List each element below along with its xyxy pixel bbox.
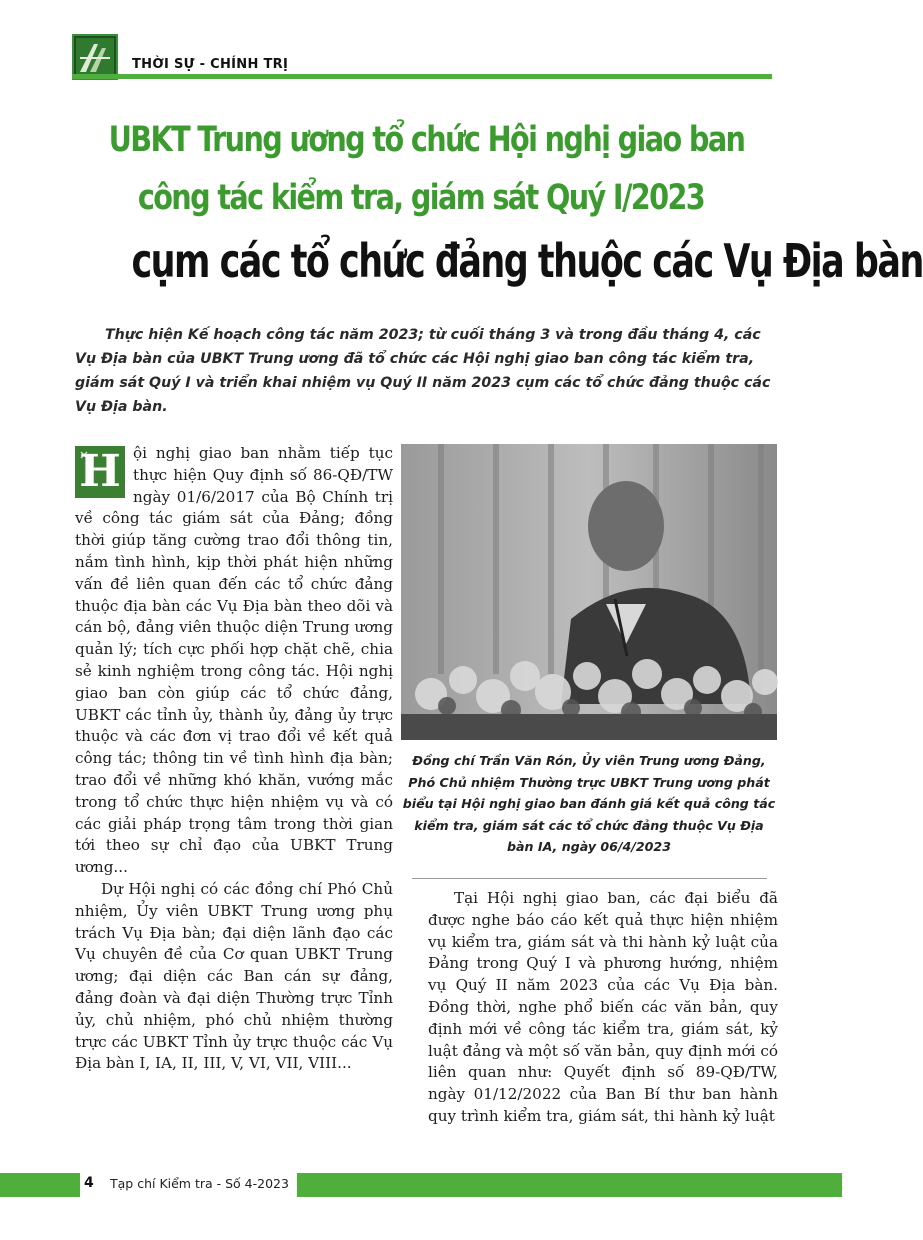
speaker-photo xyxy=(401,444,777,740)
section-divider xyxy=(72,74,772,79)
article-lede: Thực hiện Kế hoạch công tác năm 2023; từ cuối tháng 3 và trong đầu tháng 4, các Vụ Địa bàn của UBKT Trung ương đã tổ chức các Hội nghị giao ban công tác kiểm tra, giám sát Quý I và triển khai nhiệm vụ Quý II năm 2023 cụm các tổ chức đảng thuộc các Vụ Địa bàn. xyxy=(75,327,771,415)
paragraph-2: Dự Hội nghị có các đồng chí Phó Chủ nhiệm, Ủy viên UBKT Trung ương phụ trách Vụ Địa bàn; đại diện lãnh đạo các Vụ chuyên đề của Cơ quan UBKT Trung ương; đại diện các Ban cán sự đảng, đảng đoàn và đại diện Thường trực Tỉnh ủy, chủ nhiệm, phó chủ nhiệm thường trực các UBKT Tỉnh ủy trực thuộc các Vụ Địa bàn I, IA, II, III, V, VI, VII, VIII... xyxy=(75,879,393,1073)
publication-name: Tạp chí Kiểm tra - Số 4-2023 xyxy=(110,1176,289,1191)
dropcap-letter: H xyxy=(79,446,121,497)
paragraph-1 xyxy=(75,443,393,879)
section-label: THỜI SỰ - CHÍNH TRỊ xyxy=(132,57,289,72)
photo-caption: Đồng chí Trần Văn Rón, Ủy viên Trung ương Đảng, Phó Chủ nhiệm Thường trực UBKT Trung ương phát biểu tại Hội nghị giao ban đánh giá kết quả công tác kiểm tra, giám sát các tổ chức đảng thuộc Vụ Địa bàn IA, ngày 06/4/2023 xyxy=(402,753,776,854)
page-number: 4 xyxy=(84,1175,94,1191)
dropcap xyxy=(75,446,125,498)
article-title-line-2: công tác kiểm tra, giám sát Quý I/2023 xyxy=(137,178,705,218)
article-title-line-3: cụm các tổ chức đảng thuộc các Vụ Địa bàn xyxy=(131,234,923,288)
article-left-column xyxy=(75,443,393,1075)
caption-divider xyxy=(412,878,767,879)
footer-accent-left xyxy=(0,1173,80,1197)
paragraph-3: Tại Hội nghị giao ban, các đại biểu đã được nghe báo cáo kết quả thực hiện nhiệm vụ kiểm tra, giám sát và thi hành kỷ luật của Đảng trong Quý I và phương hướng, nhiệm vụ Quý II năm 2023 của các Vụ Địa bàn. Đồng thời, nghe phổ biến các văn bản, quy định mới về công tác kiểm tra, giám sát, kỷ luật đảng và một số văn bản, quy định mới có liên quan như: Quyết định số 89-QĐ/TW, ngày 01/12/2022 của Ban Bí thư ban hành quy trình kiểm tra, giám sát, thi hành kỷ luật xyxy=(428,889,778,1125)
paragraph-1-text: ội nghị giao ban nhằm tiếp tục thực hiện Quy định số 86-QĐ/TW ngày 01/6/2017 của Bộ Chính trị về công tác giám sát của Đảng; đồng thời giúp tăng cường trao đổi thông tin, nắm tình hình, kịp thời phát hiện những vấn đề liên quan đến các tổ chức đảng thuộc địa bàn các Vụ Địa bàn theo dõi và cán bộ, đảng viên thuộc diện Trung ương quản lý; tích cực phối hợp chặt chẽ, chia sẻ kinh nghiệm trong công tác. Hội nghị giao ban còn giúp các tổ chức đảng, UBKT các tỉnh ủy, thành ủy, đảng ủy trực thuộc và các đơn vị trao đổi về kết quả công tác; thông tin về tình hình địa bàn; trao đổi về những khó khăn, vướng mắc trong tổ chức thực hiện nhiệm vụ và có các giải pháp trọng tâm trong thời gian tới theo sự chỉ đạo của UBKT Trung ương... xyxy=(75,444,393,877)
article-title-line-1: UBKT Trung ương tổ chức Hội nghị giao ban xyxy=(108,120,745,160)
footer-accent-right xyxy=(297,1173,842,1197)
article-right-column xyxy=(428,888,778,1128)
